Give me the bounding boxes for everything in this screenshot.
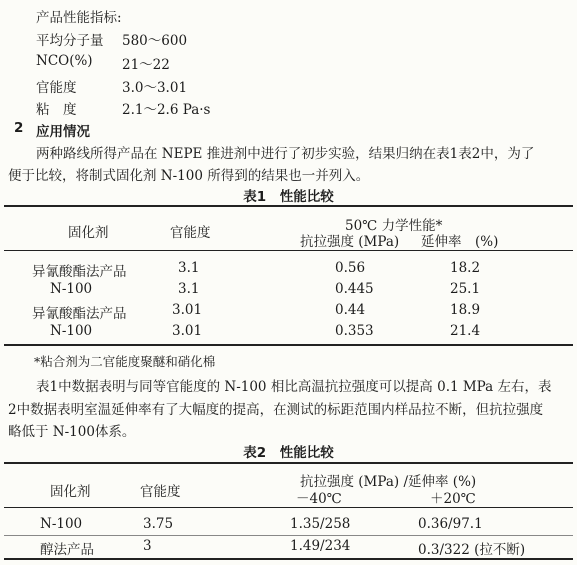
- spec-label-mw: 平均分子量: [36, 33, 104, 49]
- para2-line3: 略低于 N-100体系。: [8, 424, 136, 440]
- section-title: 应用情况: [36, 124, 90, 140]
- spec-label-nco: NCO(%): [36, 53, 93, 69]
- spec-label-visc: 粘 度: [36, 102, 77, 118]
- table1-row4-func: 3.01: [172, 323, 203, 339]
- table1-col-elong: 延伸率 (%): [421, 234, 499, 250]
- table1-row2-curing: N-100: [50, 281, 93, 297]
- table2-row-divider: [4, 535, 573, 536]
- table2-row2-curing: 醇法产品: [40, 542, 94, 558]
- spec-value-mw: 580～600: [122, 33, 188, 49]
- table1-row1-func: 3.1: [178, 260, 200, 276]
- spec-heading: 产品性能指标:: [36, 10, 122, 26]
- table1-header-rule: [4, 250, 573, 251]
- table1-row1-strength: 0.56: [335, 260, 366, 276]
- table2-row1-func: 3.75: [143, 516, 174, 532]
- table1-caption: 表1 性能比较: [243, 189, 334, 205]
- section-number: 2: [14, 120, 24, 136]
- table1-row1-elong: 18.2: [450, 260, 481, 276]
- table1-row2-func: 3.1: [178, 281, 200, 297]
- para2-line1: 表1中数据表明与同等官能度的 N-100 相比高温抗拉强度可以提高 0.1 MPa 左右，表: [36, 379, 552, 395]
- table1-col-strength: 抗拉强度 (MPa): [300, 234, 400, 250]
- table2-col-curing: 固化剂: [50, 484, 91, 500]
- table2-row1-plus20: 0.36/97.1: [418, 516, 483, 532]
- table1-group-header: 50℃ 力学性能*: [345, 218, 443, 234]
- para1-line1: 两种路线所得产品在 NEPE 推进剂中进行了初步实验，结果归纳在表1表2中，为了: [36, 146, 535, 162]
- table1-col-func: 官能度: [170, 225, 211, 241]
- table1-row2-strength: 0.445: [335, 281, 374, 297]
- table1-row3-elong: 18.9: [450, 302, 481, 318]
- table2-col-plus20: ＋20℃: [430, 491, 476, 507]
- table2-row1-curing: N-100: [40, 516, 83, 532]
- table1-bottom-rule: [4, 344, 573, 346]
- table1-row2-elong: 25.1: [450, 281, 481, 297]
- spec-label-func: 官能度: [36, 80, 77, 96]
- spec-value-visc: 2.1～2.6 Pa·s: [122, 102, 211, 118]
- table1-footnote: *粘合剂为二官能度聚醚和硝化棉: [34, 354, 216, 369]
- table2-row2-plus20: 0.3/322 (拉不断): [418, 542, 526, 558]
- table1-row1-curing: 异氰酸酯法产品: [32, 264, 127, 280]
- para1-line2: 便于比较，将制式固化剂 N-100 所得到的结果也一并列入。: [8, 168, 370, 184]
- table1-row4-elong: 21.4: [450, 323, 481, 339]
- table1-row4-strength: 0.353: [335, 323, 374, 339]
- table1-row3-func: 3.01: [172, 302, 203, 318]
- table1-row3-curing: 异氰酸酯法产品: [32, 306, 127, 322]
- spec-value-nco: 21～22: [122, 57, 170, 73]
- table2-caption: 表2 性能比较: [243, 445, 334, 461]
- table2-bottom-rule: [4, 558, 573, 560]
- table2-group-header: 抗拉强度 (MPa) /延伸率 (%): [300, 474, 477, 490]
- table1-row4-curing: N-100: [50, 323, 93, 339]
- table2-row2-func: 3: [143, 538, 152, 554]
- table2-header-rule: [4, 507, 573, 508]
- table1-row3-strength: 0.44: [335, 302, 366, 318]
- para2-line2: 2中数据表明室温延伸率有了大幅度的提高，在测试的标距范围内样品拉不断，但抗拉强度: [8, 402, 544, 418]
- table1-col-curing: 固化剂: [68, 225, 109, 241]
- table2-row1-minus40: 1.35/258: [290, 516, 351, 532]
- table2-col-func: 官能度: [140, 484, 181, 500]
- table2-row2-minus40: 1.49/234: [290, 538, 351, 554]
- table2-col-minus40: －40℃: [296, 491, 342, 507]
- table1-top-rule: [4, 205, 573, 207]
- table2-top-rule: [4, 462, 573, 464]
- spec-value-func: 3.0～3.01: [122, 80, 188, 96]
